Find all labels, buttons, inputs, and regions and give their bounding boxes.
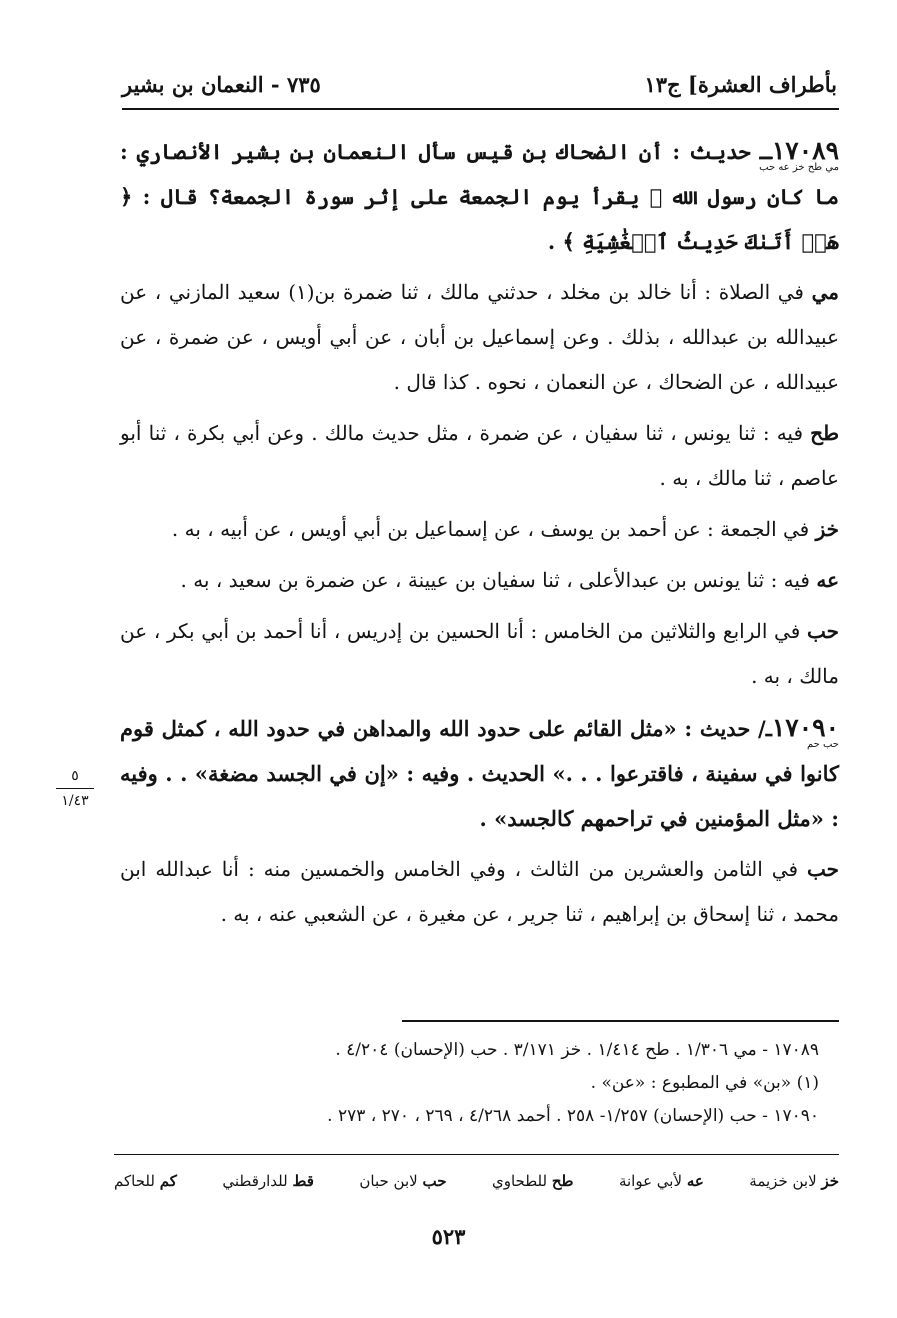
abbreviation-item: عه لأبي عوانة bbox=[618, 1172, 704, 1190]
source-code: حب bbox=[806, 619, 839, 643]
isnad-text: في الجمعة : عن أحمد بن يوسف ، عن إسماعيل بن أبي أويس ، عن أبيه ، به . bbox=[171, 517, 816, 541]
isnad-text: فيه : ثنا يونس ، ثنا سفيان ، عن ضمرة ، مثل حديث مالك . وعن أبي بكرة ، ثنا أبو عاصم ، ثنا مالك ، به . bbox=[120, 421, 839, 490]
isnad-paragraph bbox=[120, 558, 839, 603]
running-header bbox=[122, 66, 837, 102]
margin-reference bbox=[52, 766, 98, 811]
isnad-text: في الصلاة : أنا خالد بن مخلد ، حدثني مالك ، ثنا ضمرة بن(١) سعيد المازني ، عن عبيدالله بن عبدالله ، بذلك . وعن إسماعيل بن أبان ، عن أبي أويس ، عن ضمرة ، عن عبيدالله ، عن الضحاك ، عن النعمان ، نحوه . كذا قال . bbox=[120, 280, 839, 394]
hadith-17089 bbox=[120, 128, 839, 264]
footnotes bbox=[200, 1034, 819, 1133]
isnad-paragraph bbox=[120, 847, 839, 937]
hadith-number: ١٧٠٩٠ bbox=[771, 713, 839, 742]
abbreviation-item: خز لابن خزيمة bbox=[749, 1172, 839, 1190]
isnad-paragraph bbox=[120, 411, 839, 501]
source-code: طح bbox=[810, 421, 839, 445]
abbreviations-key bbox=[114, 1172, 839, 1202]
footnote-line: ١٧٠٨٩ - مي ١/٣٠٦ . طح ١/٤١٤ . خز ٣/١٧١ . حب (الإحسان) ٤/٢٠٤ . bbox=[335, 1040, 819, 1060]
isnad-paragraph bbox=[120, 507, 839, 552]
footnote-line: ١٧٠٩٠ - حب (الإحسان) ١/٢٥٧- ٢٥٨ . أحمد ٤/٢٦٨ ، ٢٦٩ ، ٢٧٠ ، ٢٧٣ . bbox=[327, 1106, 819, 1126]
abbreviation-item: كم للحاكم bbox=[114, 1172, 177, 1190]
footnote-divider bbox=[402, 1020, 839, 1022]
hadith-number: ١٧٠٨٩ bbox=[771, 136, 839, 165]
header-section-title: ٧٣٥ - النعمان بن بشير bbox=[122, 71, 321, 97]
source-code: عه bbox=[816, 568, 839, 592]
isnad-text: في الثامن والعشرين من الثالث ، وفي الخامس والخمسين منه : أنا عبدالله ابن محمد ، ثنا إسحاق بن إبراهيم ، ثنا جرير ، عن مغيرة ، عن الشعبي عنه ، به . bbox=[120, 857, 839, 926]
margin-reference-bottom: ١/٤٣ bbox=[61, 793, 89, 809]
abbreviation-item: حب لابن حبان bbox=[359, 1172, 447, 1190]
source-code: حب bbox=[806, 857, 839, 881]
abbreviation-item: طح للطحاوي bbox=[491, 1172, 574, 1190]
hadith-text: ـ حديث : أن الضحاك بن قيس سأل النعمان بن بشير الأنصاري : ما كان رسول الله ﷺ يقرأ يوم الجمعة على إثر سورة الجمعة؟ قال : ﴿ هَلۡ أَتَىٰكَ حَدِيثُ ٱلۡغَٰشِيَةِ ﴾ . bbox=[120, 139, 839, 254]
header-divider bbox=[122, 108, 839, 110]
abbreviation-item: قط للدارقطني bbox=[222, 1172, 314, 1190]
isnad-text: في الرابع والثلاثين من الخامس : أنا الحسين بن إدريس ، أنا أحمد بن أبي بكر ، عن مالك ، به . bbox=[120, 619, 839, 688]
margin-reference-top: ٥ bbox=[71, 768, 79, 784]
hadith-17090 bbox=[120, 705, 839, 841]
header-book-title: بأطراف العشرة] ج١٣ bbox=[644, 71, 837, 97]
margin-reference-rule bbox=[56, 788, 94, 789]
isnad-paragraph bbox=[120, 270, 839, 405]
hadith-text: ـ/ حديث : «مثل القائم على حدود الله والمداهن في حدود الله ، كمثل قوم كانوا في سفينة ، فاقترعوا . . .» الحديث . وفيه : «إن في الجسد مضغة» . . وفيه : «مثل المؤمنين في تراحمهم كالجسد» . bbox=[120, 716, 839, 831]
main-text bbox=[120, 128, 839, 943]
isnad-paragraph bbox=[120, 609, 839, 699]
page-number: ٥٢٣ bbox=[431, 1224, 466, 1249]
source-code: خز bbox=[815, 517, 839, 541]
hadith-sigla: حب حم bbox=[806, 739, 839, 750]
hadith-sigla: مي طح خز عه حب bbox=[759, 162, 839, 173]
source-code: مي bbox=[811, 280, 839, 304]
abbreviations-divider bbox=[114, 1154, 839, 1155]
footnote-line: (١) «بن» في المطبوع : «عن» . bbox=[590, 1073, 819, 1093]
isnad-text: فيه : ثنا يونس بن عبدالأعلى ، ثنا سفيان بن عيينة ، عن ضمرة بن سعيد ، به . bbox=[180, 568, 817, 592]
